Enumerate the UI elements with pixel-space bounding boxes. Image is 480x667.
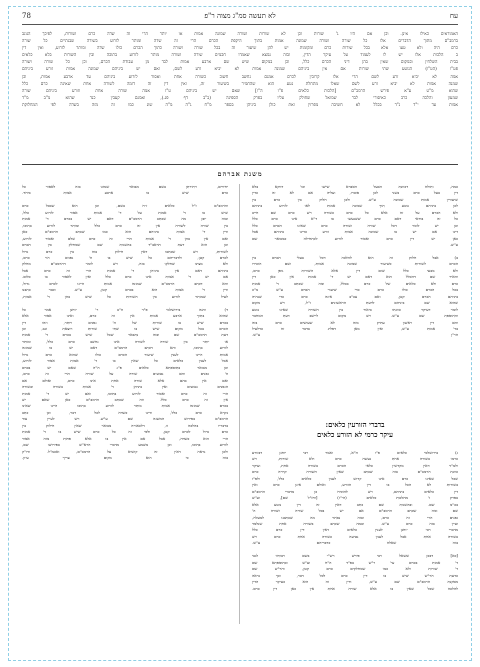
- text-line: ולא מבעי כלל שום דין אלא השורות גופן כרם,: [252, 267, 458, 273]
- text-line: בין שורה לשורה אין זה כרם כלל ומותר לזרוע בתוכו,: [22, 222, 228, 228]
- text-line: ג) בירושלמי כלאים פ"ו ה"א, ואמר רבי יוחנן דבזורע: [252, 450, 458, 455]
- text-line: ד' שורות ולא כמו שמחלקים כרם קטן, והר"ש שם: [252, 566, 458, 572]
- text-line: ולמ"ד דאין מקדשין כלאי הכרם בשורה אחת, ועיקר: [252, 462, 458, 468]
- text-line: ואם אין בהם אלא שורה אחת אינו כרם, ואולם אם: [22, 377, 228, 383]
- text-line: הרי זה כרם ואסור לזרוע בתוכו, ואם יש ד' אמות: [22, 390, 228, 396]
- text-line: ב הלכות אלו יש לו לעמוד על עיקר הדין, ובזה נמצא שאמרו חכמים שורה ושורה מותר לזרוע בתוכה ובין השורות בלא כלאים: [22, 52, 458, 58]
- sub-heading-line-2: עיקר כרמי לא הזורע כלאים: [317, 430, 393, 439]
- text-line: דינו אם יש בו שמונה אמות זורע כדינו ביניהם אבל: [252, 229, 458, 235]
- text-line: כאן יש דין כרם ואסור לזרוע לכתחילה כמבואר שם: [252, 235, 458, 241]
- text-line: ה' גפנים והם נטועים שורה על שורה הרי זה כרם,: [22, 371, 228, 377]
- text-line: שמעון והלכה כרב כאיסורי לבר שמואל שחולק עליו בפרק הספינה (ב"ב דף פג.), ואמנם קעבין כנד שהוא מ"ב מ"ד: [22, 94, 458, 100]
- text-line: נקרא כרם כלל, ודינו כשדה לכל דבר, וכן כתב: [22, 409, 228, 415]
- text-line: אמות היינו לענין שיעור הכרם כולו שהוא כרם גדול: [22, 351, 228, 357]
- text-line: האמוראים כאילו אינן. וכן אם היו ג' שורות וכן לא שורות ושורה שמונה אמות או יותר הרי זה שדה כרם ושורות, לפיכך הגונב: [22, 31, 458, 36]
- text-line: בפרק ז' מהלכות כלאים (הי"ז) [וחז"ל שם], וע"ש: [252, 495, 458, 501]
- text-line: ולא הכרם על זה אלא כל כרם כשורה ויש כרם שם חייב: [252, 209, 458, 215]
- text-line: לכרם קטן, ולדבריהם כל שיש בו ה' גפנים הוי כרם,: [22, 254, 228, 260]
- text-line: כל זה בודאי דאם כרם ששנעשו בו ד"א אינו כרם כלל: [252, 216, 458, 222]
- header-rule: [22, 24, 458, 25]
- text-line: אמה לא יביא זרע לשם הרי אלו קרובין לכרם אמנם נחשב חשוב כשורה אחת ואסור לזרוע ביניהם עד ארבע אמות, וכן: [22, 73, 458, 79]
- text-line: ולכן נראה דאין זה קושיא על הרמב"ם, ואכמ"ל. ודו"ק: [22, 448, 228, 454]
- text-line: הר"ן ע"ש.: [252, 332, 458, 338]
- text-line: ביניהם דאם אין ביניהן ד' אמות הרי זה כרם אבל: [22, 267, 228, 273]
- text-line: אמות עד י"ד ג"ד בכלל לא חשיבה מפרזין ואת כולן ביניהן בספר מ"ח ג"ה מ"ה שונ כמו זה מזה בשדה לפי המחלוקת: [22, 101, 458, 107]
- section-title: משנת אברהם: [217, 170, 263, 178]
- text-line: הכרם בכל מקום שיש בו שתי שורות ויוצאת זנב, וכן: [22, 325, 228, 331]
- text-line: בשורה אחת אבל לענין נטיעה כשורה אחת כרם ויש: [252, 533, 458, 539]
- text-line: להלכה שכל שאין בו אלא שורה אחת אין כאן דין כרם.: [252, 585, 458, 591]
- text-line: ב) אבל חלוק זה הוא להלכה דכל בעלי הכרם בין: [252, 254, 458, 260]
- text-line: שהוא בתוך ארבע אמות אין זה כרם, ואינו אסור אלא: [22, 313, 228, 319]
- text-line: ד) והנה בירושלמי פ"ד ה"ב ר' יוחנן אמר כל: [22, 306, 228, 312]
- text-line: והתוספת שם ע"ש. ויש מקום ליישב דעת המחבר: [252, 313, 458, 319]
- section-rule: [22, 164, 458, 165]
- text-line: מסקנת הרמב"ם שם ע"ש, ודין זה הוא כעיקר הדין: [252, 579, 458, 585]
- text-line: הכרם לשורות כשיעור שמונה אמות, ושם הזכירו: [252, 261, 458, 267]
- text-line: שמנה אמות לא יביא זרע לשם שאלו מתחלת נטע הוא שהחמיר בשיעור זה, ואין דין זה דומה לשורה אחת שאינה כרם כלל: [22, 80, 458, 86]
- text-line: בבית השלחין ובמקום שאין בהן דיני הכרם כלל, וכן במקום שיש שם ארבע אמות לבד מן עבודת הכרם, וכן כל שורה ושורה: [22, 59, 458, 65]
- text-line: ודין ד' אמות הוא בכרם קטן, ע"ש. וכבר כתבנו: [22, 287, 228, 293]
- text-line: כוונת הרמב"ם בזה שכתב שאין השורה קרויה כרם: [252, 469, 458, 475]
- text-line: דעת הרמב"ם שם ובזה נתבאר שכל שיש בכרם ד' אמות: [22, 332, 228, 338]
- text-line: בכרם שמונה אמות מותר לזרוע בתוכו היינו שאינו: [22, 403, 228, 409]
- text-line: ולא מצינו שחלקו בזה, ויש לומר דהרמב"ם מחלק: [22, 261, 228, 267]
- text-line: ברמב"ם מתוך הדברים אלו כל שורה ושורה שמונה אמות בתוך היקפת הכרם הרי זה שדה ומותר לזרוע בשורה שבנתיים כל שורה: [22, 38, 458, 44]
- text-line: והא דכתב הרמב"ם שמונה אמות היינו לכרם גדול,: [22, 280, 228, 286]
- text-line: ואם אין בהן ד' אמות הרי זה כרם שלם ואסור לזרוע,: [22, 235, 228, 241]
- text-line: לומר דעיקר כוונתו ביאור בין השורה שאינו נוטע: [252, 306, 458, 312]
- commentary-column-left: [22, 184, 228, 461]
- text-line: בד' אמות ע"ש, ואין מאן דפליג בדבר זה כדלעיל: [252, 325, 458, 331]
- text-line: בזה שאלה כדבריהם ע"ש.: [252, 540, 458, 546]
- text-line: לזרוע בתוכו, והא דכתב הרמב"ם דאם יש בו שמונה: [22, 345, 228, 351]
- text-line: אין זה כרם כלל. וזה שכתב הרמב"ם כאן שאם יש: [22, 396, 228, 402]
- text-line: וכן הוא דעת הראב"ד בהשגות שם שמחלק בין הכרם: [22, 242, 228, 248]
- text-line: מדברי רבי יוחנן לענין כלאים דאין דין כרם כלל: [252, 527, 458, 533]
- text-line: בכרם שיש בו שורות של ה' גפנים ויותר, וזהו דין: [22, 319, 228, 325]
- commentary-column-right: [252, 184, 458, 339]
- folio-number: 78: [22, 12, 31, 20]
- text-line: פט"ו (הט"ו) הנוטע שתי שורות אם אין ביניהם שמונה אמות לא יביא זרע לשם, ואם יש ביניהם שמונה אמות זורע ביניהם: [22, 66, 458, 72]
- text-line: וכן יש לומר דכל שורה ושורה כרם שאינו הכרם כלל: [252, 222, 458, 228]
- text-line: והם דין ראשון עתיק מזה לא שעושים כרם בזה: [252, 319, 458, 325]
- text-line: לעיל שמותר לזרוע בין השורות כל שיש בהן ד' אמות,: [22, 293, 228, 299]
- text-line: כרם גדול לכרם קטן, ולפי זה כל כרם שיש בו ד' אמות: [22, 429, 228, 435]
- sub-heading-line-1: בדברי הזורעין כלאים:: [325, 420, 385, 429]
- text-line: שיעורין אמות שמונה ע"ש. ולכן חלוק בין כרם בין: [252, 196, 458, 202]
- text-line: בשורות לא הכל בו דין הזורע, ואולם אינן כרם ואין: [252, 482, 458, 488]
- text-line: כרם ולא כלאים של כרם בכלל, ומה שכתב ד' אמות: [252, 280, 458, 286]
- text-line: והרמב"ם ז"ל כלאים ז-ח בשם, וכן הוא שבכל כרם: [22, 203, 228, 209]
- text-line: גפנים הרי זה כרם, ובזה נסתר מה שכתבנו למעלה,: [252, 514, 458, 520]
- text-line: אם יש ד' אמות אינו כרם כלל ואין לאסור בו כלום.: [22, 274, 228, 280]
- text-line: שיש בו ד' אמות על ד' אמות אסור לזרוע כלל,: [22, 209, 228, 215]
- text-line: בדבריו בהלכה זו, דלכאורה מבואר שאין חילוק בין: [22, 422, 228, 428]
- text-line: דין כלאים ביניהם, ויש להוכיח כן מדברי הרמב"ם: [252, 488, 458, 494]
- text-line: או יותר בין שורה לשורה אינו נחשב כרם כלל, ומותר: [22, 338, 228, 344]
- text-line: אבל לענין כלאים כל שאין בו ד' אמות אסור לזרוע,: [22, 358, 228, 364]
- text-line: כדעת הר"ש שיש בו דין כרם לכל דבר, וכך נראה: [252, 572, 458, 578]
- commentary-top-block: [22, 30, 458, 108]
- text-line: שהוא שם ביניהם לדעת הראשונים ז"ל, ויש מקום: [252, 300, 458, 306]
- text-line: שכל שאינו כרם אינו קדוש לענין כלאים כלל, ולפ"ז: [252, 475, 458, 481]
- text-line: לזרוע בתוכו, וכן משמע מדברי הרא"ש בפירושו שם,: [22, 442, 228, 448]
- folio-hebrew: עח: [449, 12, 458, 20]
- text-line: שהוא מ"ט ע"א פירש הרמב"ם [הלכות כלאים פ"ו ה"ו] שאם יש ביניהם ט"ז אמה שורה אחת וזורע ביניהם שורה: [22, 87, 458, 93]
- text-line: הרי הוא כשדה, אבל אם אין בו אלא פחות מזה אסור: [22, 435, 228, 441]
- column-divider: [239, 184, 240, 624]
- text-line: דין בעל כרם בשני לכן סוברו, ועליה אם לא זה כדין: [252, 190, 458, 196]
- text-line: ודין ד' אמות ביניהם הוא כמו שכתב הרמב"ם כאן: [22, 229, 228, 235]
- text-line: בכ"מ שם. ובהשגות שם כתב דאין זה דין נוטע אלא: [252, 501, 458, 507]
- text-line: והאיר שם דהכלל הוא דאם יש ד' אמות אין כאן דין: [252, 274, 458, 280]
- text-line: לשורות, ויש שכתבו דאין חילוק בזה בין כרם גדול: [22, 248, 228, 254]
- text-line: [כא] דבכן ששאל רבי פירש רש"י בשם רבותיו לגבי: [252, 553, 458, 559]
- running-title: לא תעשה סמ"ג מצוה ר"פ: [204, 12, 276, 20]
- text-line: כרם היה ולא טעו אלא בכל שורות כרם ומקומות יש להן שיעור זה בכל שורה ושורה כתוך הכרם כולו שדה ומותר לזרוע, ואין דין: [22, 45, 458, 51]
- text-line: בכל הכרם כולו כרם כדי שיעור הכרם ע"ש מ"כ: [252, 287, 458, 293]
- text-line: כמה, ותולה דכוונת הבעל הסברא שישו וכו' דווקא בלא: [252, 184, 458, 189]
- text-line: ועיין בזה כרם ע"ש. ובמה שכתב בשורה אחת שנלמד: [252, 520, 458, 526]
- text-line: הגפנים נטועים ואין ביניהן ד' אמות בשורה ובשורה: [22, 384, 228, 390]
- text-line: שם ומה שכתב הרמב"ם אם יש בכל שורה ושורה ה': [252, 508, 458, 514]
- sub-heading: [252, 420, 458, 440]
- text-line: לכן ביניהם נוטע תוך שמונה אמות לאו לזרוע ביניהם: [252, 203, 458, 209]
- text-line: כרם שיש בו ארבע אמות ביחד.: [22, 190, 228, 196]
- text-line: בזה כי הוא מקום צריך עיון.: [22, 455, 228, 461]
- text-line: ע"ש.: [449, 242, 458, 248]
- text-line: ובזה יובן מה שכתב הרמב"ם דאם יש בכרם ד' אמות: [22, 216, 228, 222]
- text-line: ד' אמות בכרם עי' ר"ש בפ"ד ה"ח וע"ש ובתוספתא שם: [252, 559, 458, 565]
- text-line: הרמב"ם בפירוש המשנה שם ע"ש. ויש לעיין עוד: [22, 416, 228, 422]
- text-line: כרמו בשורה אחת נעשה כרם ולא שורות, ויש: [252, 456, 458, 462]
- commentary-column-right-lower: [252, 450, 458, 592]
- text-line: יחידים, ויתירתן בשם מבואר שנהגו בזה לאסור כל: [22, 184, 228, 189]
- text-line: וכן מבואר בתוספתא כלאים פ"ג ה"ה שאם יש בכרם: [22, 364, 228, 370]
- text-line: ביניהם הכרם קטן, ואם עכ"ב אינה כרם כדי שנהיה: [252, 293, 458, 299]
